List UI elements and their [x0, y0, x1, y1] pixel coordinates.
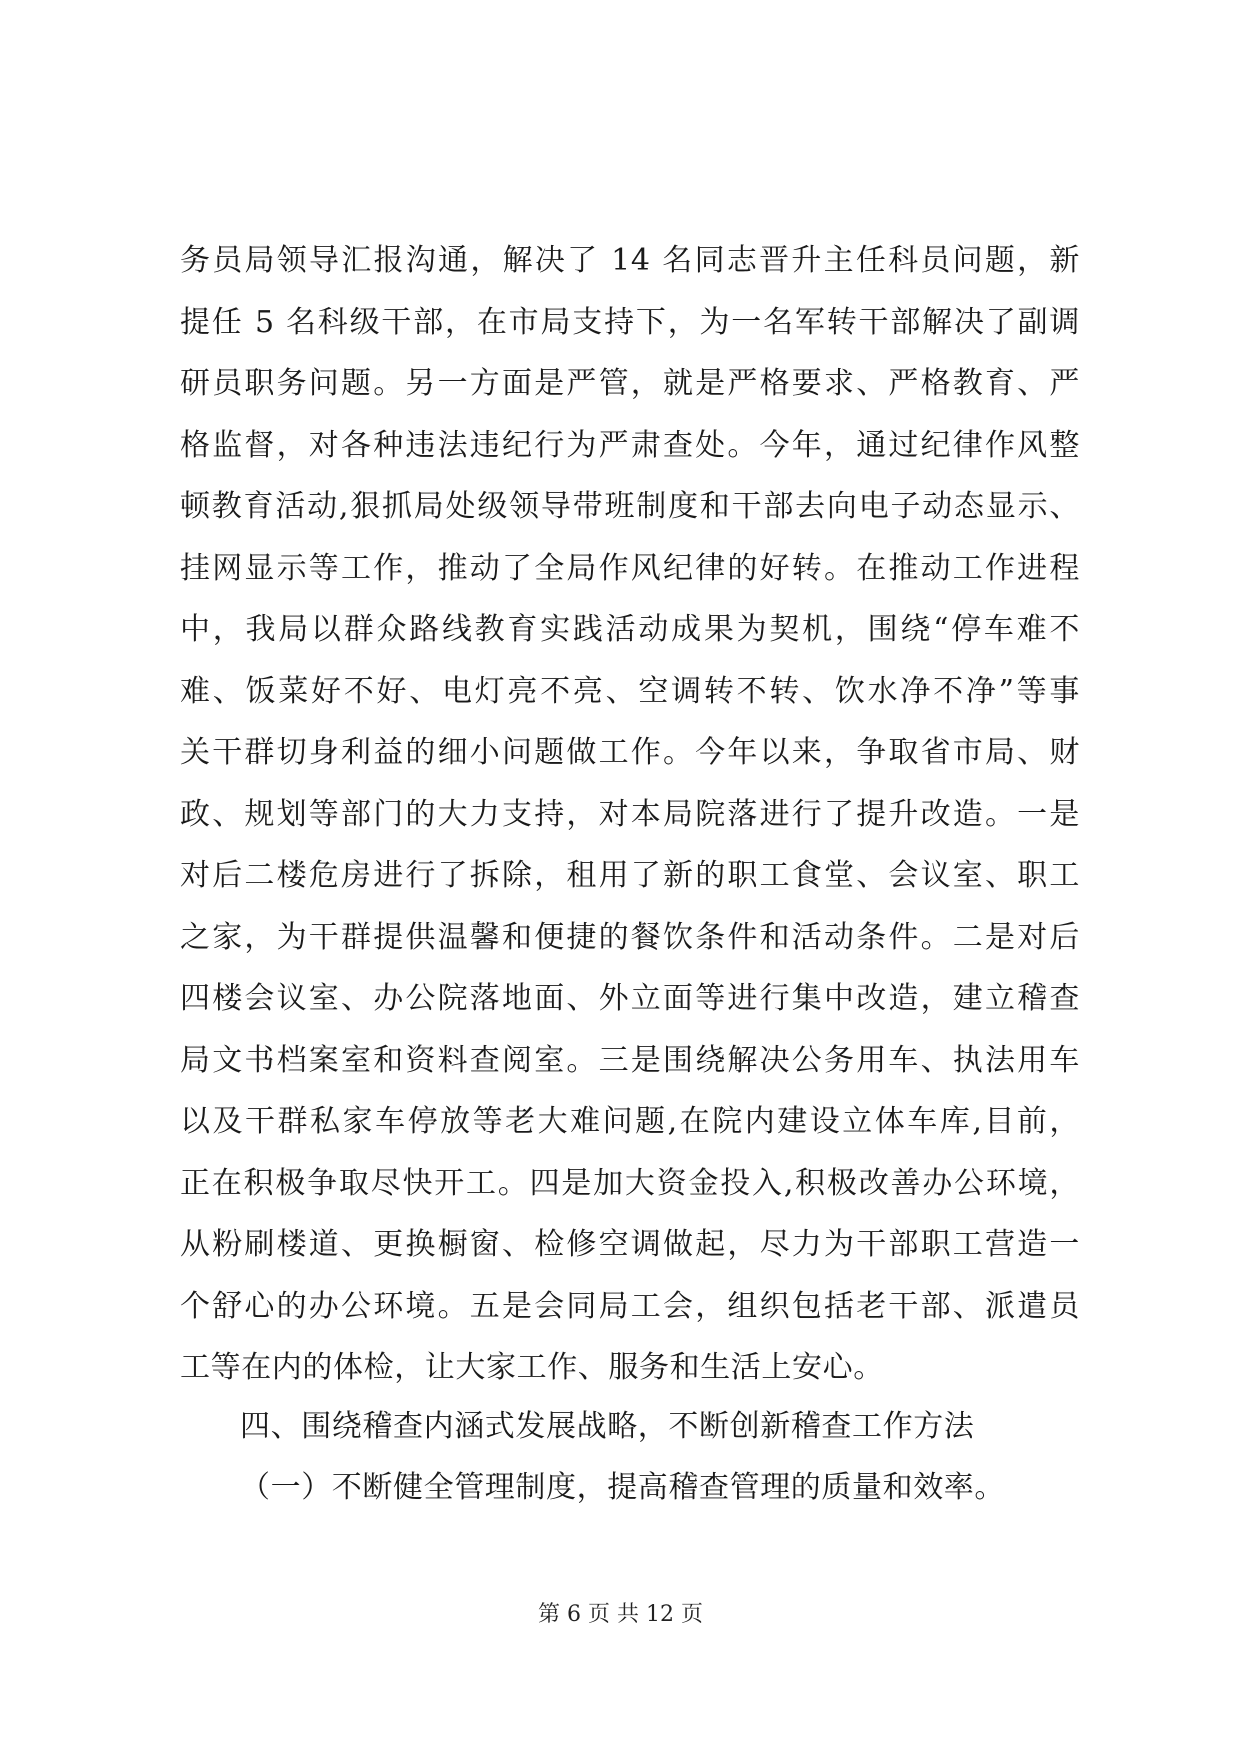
body-line: 四楼会议室、办公院落地面、外立面等进行集中改造，建立稽查 — [180, 981, 1080, 1016]
body-line: 务员局领导汇报沟通，解决了 14 名同志晋升主任科员问题，新 — [180, 243, 1080, 278]
body-line: 工等在内的体检，让大家工作、服务和生活上安心。 — [180, 1350, 884, 1385]
body-line: 研员职务问题。另一方面是严管，就是严格要求、严格教育、严 — [180, 366, 1080, 401]
body-line: 之家，为干群提供温馨和便捷的餐饮条件和活动条件。二是对后 — [180, 919, 1080, 955]
body-line: 正在积极争取尽快开工。四是加大资金投入,积极改善办公环境， — [180, 1165, 1080, 1201]
body-line: 中，我局以群众路线教育实践活动成果为契机，围绕“停车难不 — [180, 612, 1080, 647]
body-line: 顿教育活动,狠抓局处级领导带班制度和干部去向电子动态显示、 — [180, 489, 1080, 524]
section-heading: 四、围绕稽查内涵式发展战略，不断创新稽查工作方法 — [240, 1409, 975, 1444]
body-paragraph — [180, 230, 1080, 1399]
body-line: 对后二楼危房进行了拆除，租用了新的职工食堂、会议室、职工 — [180, 858, 1080, 893]
body-line: 个舒心的办公环境。五是会同局工会，组织包括老干部、派遣员 — [180, 1288, 1080, 1324]
body-line: 局文书档案室和资料查阅室。三是围绕解决公务用车、执法用车 — [180, 1042, 1080, 1078]
body-line: 格监督，对各种违法违纪行为严肃查处。今年，通过纪律作风整 — [180, 427, 1080, 463]
body-line: 挂网显示等工作，推动了全局作风纪律的好转。在推动工作进程 — [180, 550, 1080, 586]
body-line: 关干群切身利益的细小问题做工作。今年以来，争取省市局、财 — [180, 735, 1080, 770]
subsection-heading: （一）不断健全管理制度，提高稽查管理的质量和效率。 — [240, 1470, 1005, 1505]
body-line: 提任 5 名科级干部，在市局支持下，为一名军转干部解决了副调 — [180, 304, 1080, 340]
body-line: 从粉刷楼道、更换橱窗、检修空调做起，尽力为干部职工营造一 — [180, 1227, 1080, 1262]
body-line: 以及干群私家车停放等老大难问题,在院内建设立体车库,目前， — [180, 1104, 1080, 1139]
body-line: 难、饭菜好不好、电灯亮不亮、空调转不转、饮水净不净”等事 — [180, 673, 1080, 709]
body-line: 政、规划等部门的大力支持，对本局院落进行了提升改造。一是 — [180, 796, 1080, 832]
page-footer: 第 6 页 共 12 页 — [538, 1602, 703, 1627]
